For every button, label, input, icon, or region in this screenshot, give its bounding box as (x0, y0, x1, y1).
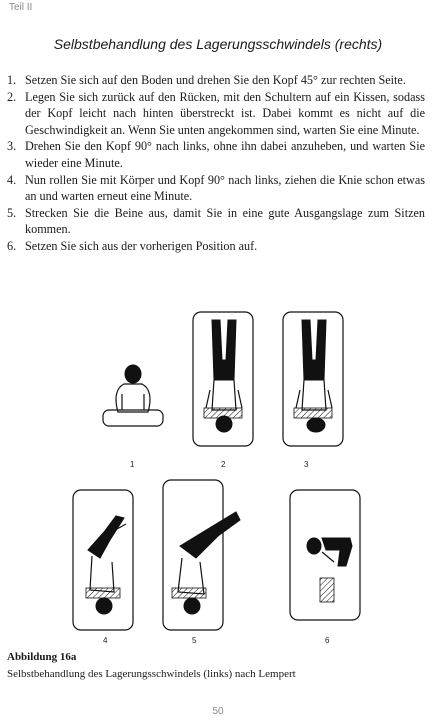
step-number: 6. (7, 238, 17, 253)
figure-number: 5 (192, 636, 197, 645)
step-text: Strecken Sie die Beine aus, damit Sie in eine gute Ausgangslage zum Sitzen kommen. (25, 205, 425, 237)
figure-1-seated (103, 365, 163, 426)
list-item (7, 205, 425, 238)
step-number: 3. (7, 139, 17, 154)
figure-4-rolled (73, 490, 133, 630)
instruction-list (7, 72, 425, 255)
step-text: Setzen Sie sich aus der vorherigen Position auf. (25, 238, 258, 253)
figure-number: 6 (325, 636, 330, 645)
step-number: 4. (7, 172, 17, 187)
list-item (7, 89, 425, 139)
figure-number: 4 (103, 636, 108, 645)
step-number: 5. (7, 205, 17, 220)
page-number: 50 (212, 706, 224, 717)
figure-2-supine (193, 312, 253, 446)
step-number: 2. (7, 89, 17, 104)
running-head: Teil II (9, 2, 33, 13)
figure-number: 2 (221, 460, 226, 469)
step-text: Nun rollen Sie mit Körper und Kopf 90° nach links, ziehen die Knie schon etwas an und warten erneut eine Minute. (25, 172, 425, 204)
list-item (7, 238, 425, 255)
step-number: 1. (7, 73, 17, 87)
illustration-sequence (0, 300, 436, 650)
figure-5-legs-extended (163, 480, 240, 630)
figure-caption-title: Abbildung 16a (7, 651, 77, 663)
figure-number: 1 (130, 460, 135, 469)
figure-6-sitting-up (290, 490, 360, 620)
figure-caption-text: Selbstbehandlung des Lagerungsschwindels (links) nach Lempert (7, 668, 296, 680)
figure-number: 3 (304, 460, 309, 469)
list-item (7, 138, 425, 171)
list-item (7, 72, 425, 89)
step-text: Legen Sie sich zurück auf den Rücken, mit den Schultern auf ein Kissen, sodass der Kopf leicht nach hinten überstreckt ist. Dabei kommt es nicht auf die Geschwindigkeit an. Wenn Sie unten angekommen sind, warten Sie eine Minute. (25, 89, 425, 137)
figure-panel (0, 300, 436, 650)
page-title: Selbstbehandlung des Lagerungsschwindels (rechts) (53, 36, 383, 52)
figure-3-head-turned (283, 312, 343, 446)
list-item (7, 172, 425, 205)
step-text: Setzen Sie sich auf den Boden und drehen Sie den Kopf 45° zur rechten Seite. (25, 73, 406, 87)
step-text: Drehen Sie den Kopf 90° nach links, ohne ihn dabei anzuheben, und warten Sie wieder eine Minute. (25, 139, 425, 170)
